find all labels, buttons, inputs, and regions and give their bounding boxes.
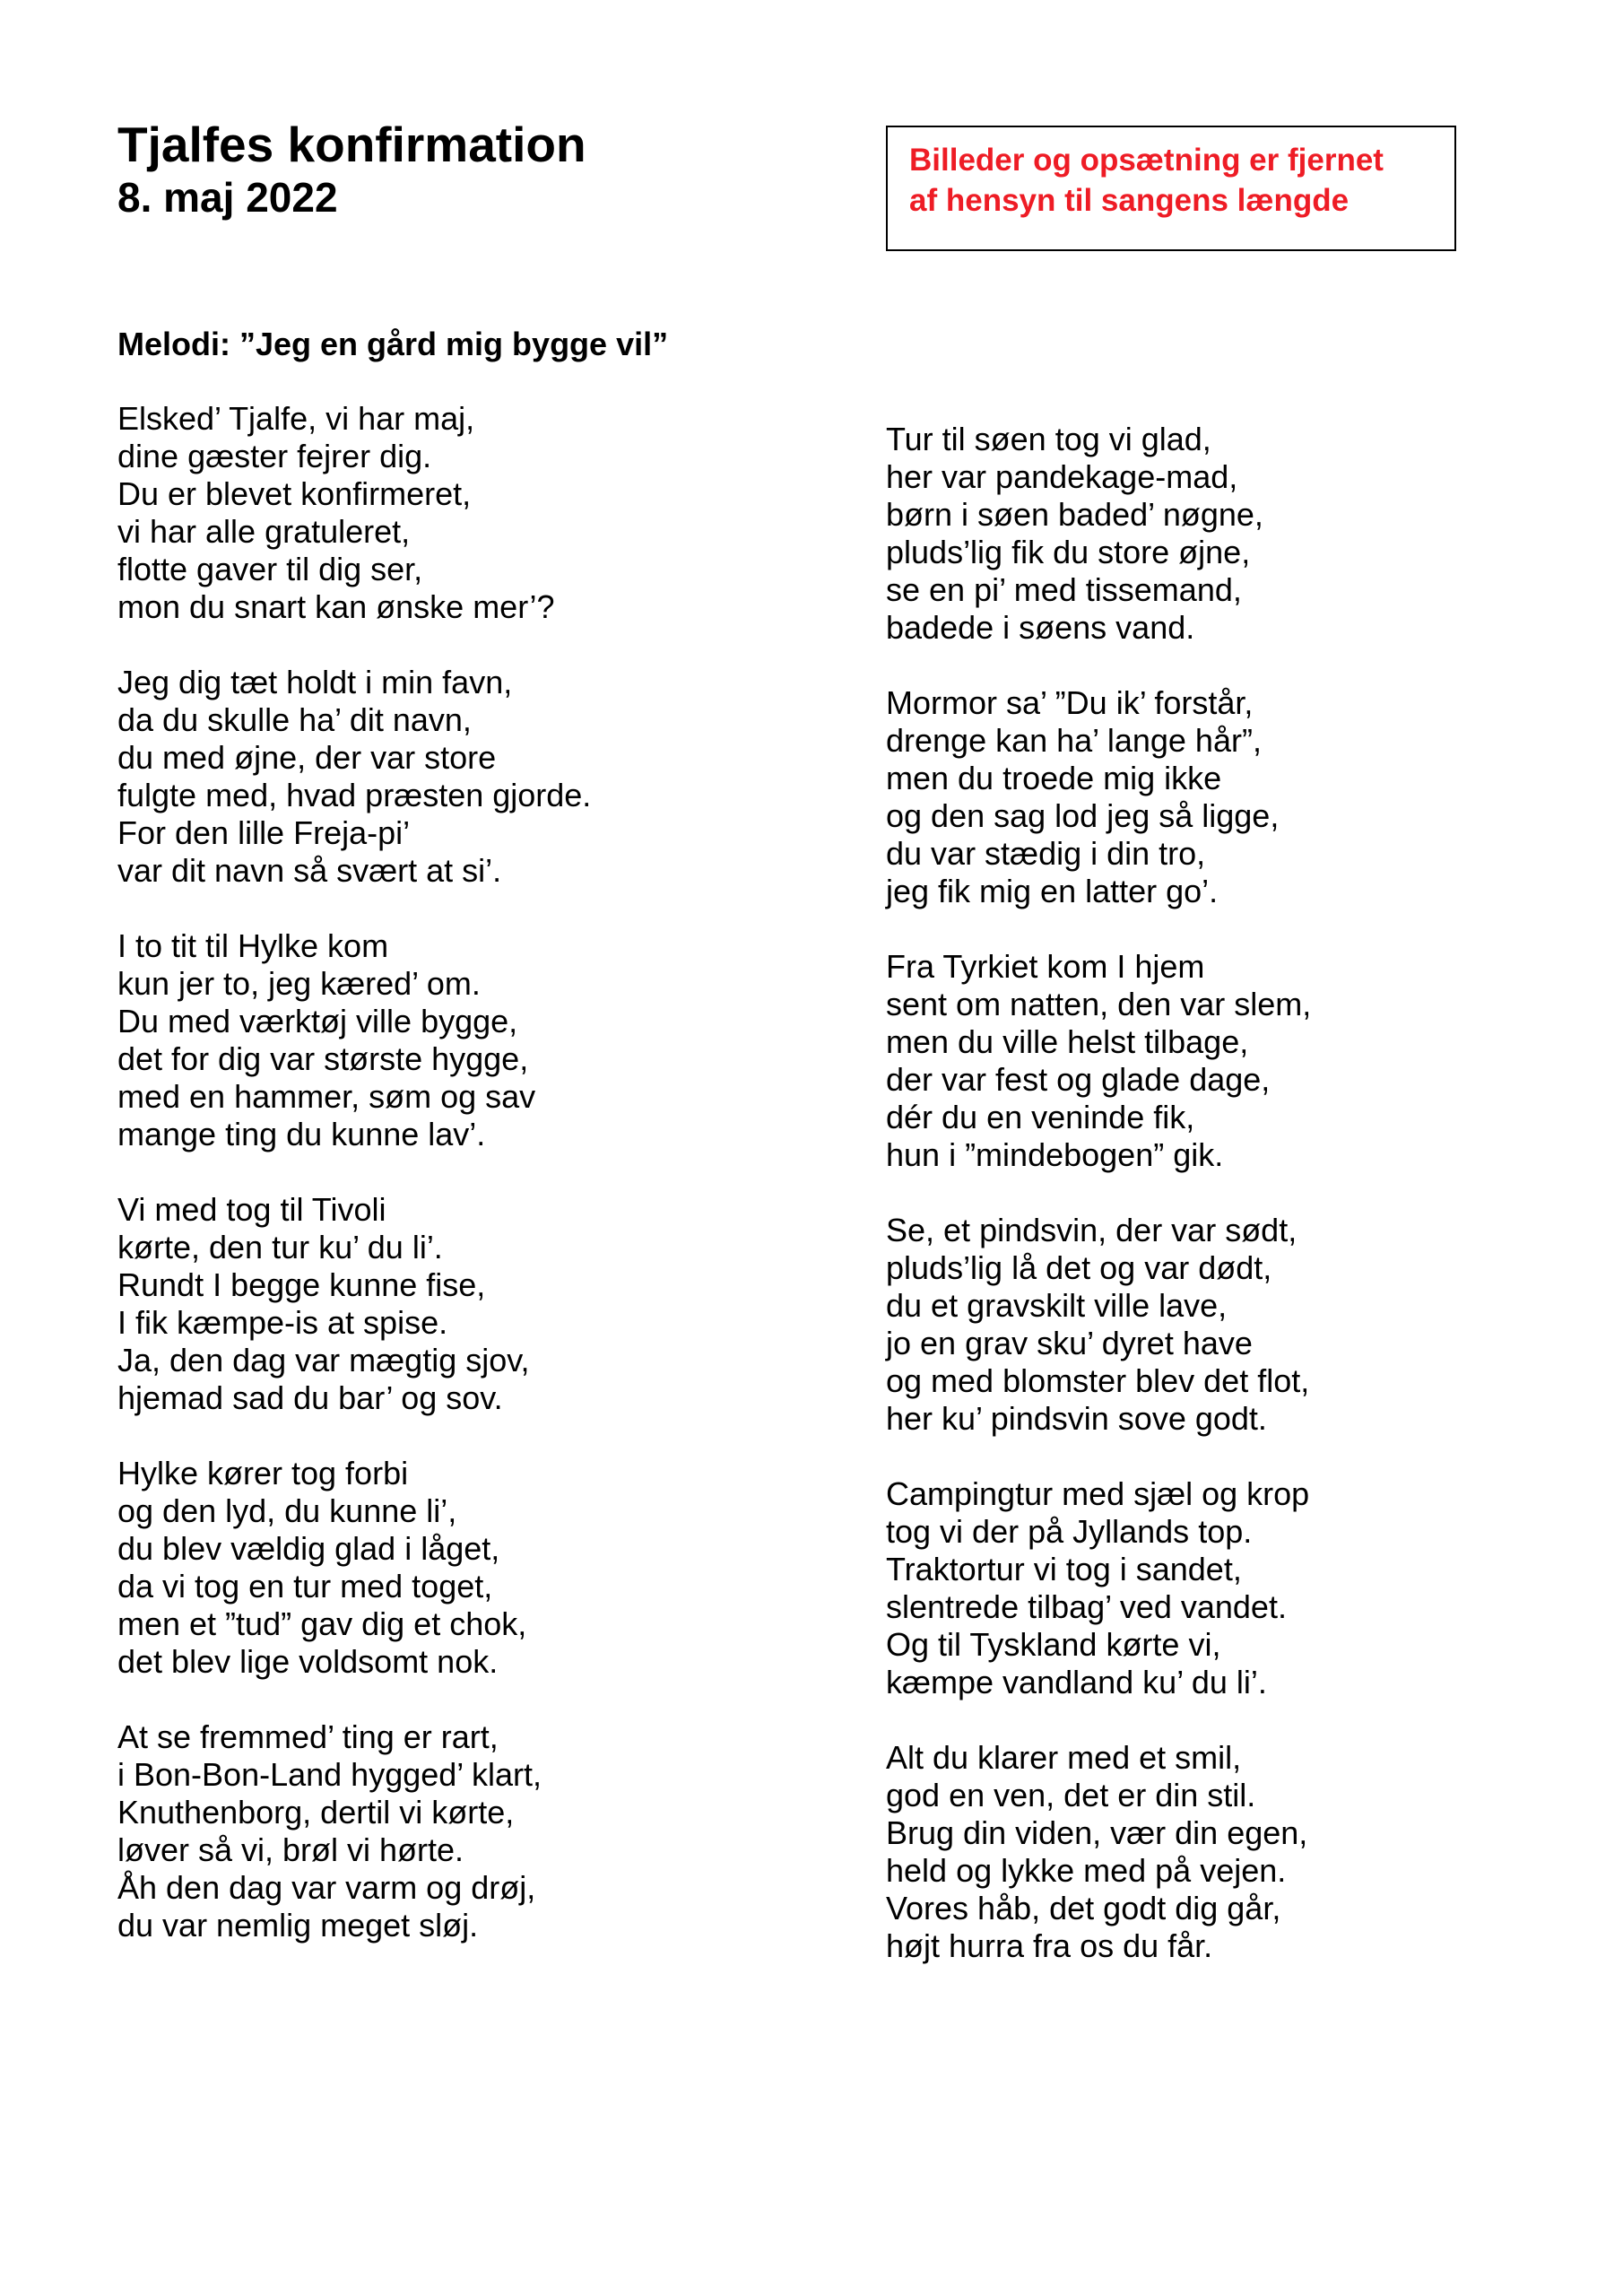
verse-line: badede i søens vand.: [886, 609, 1195, 646]
verse-line: I fik kæmpe-is at spise.: [117, 1304, 448, 1341]
right-stanza-1: [886, 421, 1603, 647]
verse-line: Ja, den dag var mægtig sjov,: [117, 1342, 530, 1378]
verse-line: Alt du klarer med et smil,: [886, 1739, 1242, 1776]
song-title: Tjalfes konfirmation: [117, 117, 586, 172]
verse-line: børn i søen baded’ nøgne,: [886, 496, 1263, 533]
left-column: [117, 400, 835, 1982]
notice-line-2: af hensyn til sangens længde: [909, 183, 1350, 218]
verse-line: var dit navn så svært at si’.: [117, 852, 502, 889]
verse-line: held og lykke med på vejen.: [886, 1852, 1287, 1889]
verse-line: dine gæster fejrer dig.: [117, 438, 432, 474]
verse-line: Hylke kører tog forbi: [117, 1455, 409, 1492]
verse-line: hjemad sad du bar’ og sov.: [117, 1379, 503, 1416]
right-stanza-5: [886, 1475, 1603, 1701]
verse-line: kun jer to, jeg kæred’ om.: [117, 965, 481, 1002]
verse-line: Åh den dag var varm og drøj,: [117, 1869, 536, 1906]
verse-line: sent om natten, den var slem,: [886, 986, 1312, 1022]
song-date: 8. maj 2022: [117, 174, 338, 221]
verse-line: At se fremmed’ ting er rart,: [117, 1718, 499, 1755]
verse-line: hun i ”mindebogen” gik.: [886, 1136, 1224, 1173]
verse-line: Vi med tog til Tivoli: [117, 1191, 386, 1228]
left-stanza-3: [117, 927, 835, 1153]
verse-line: Fra Tyrkiet kom I hjem: [886, 948, 1205, 985]
verse-line: du blev vældig glad i låget,: [117, 1530, 500, 1567]
verse-line: Mormor sa’ ”Du ik’ forstår,: [886, 684, 1254, 721]
verse-line: her ku’ pindsvin sove godt.: [886, 1400, 1267, 1437]
verse-line: da du skulle ha’ dit navn,: [117, 701, 472, 738]
verse-line: flotte gaver til dig ser,: [117, 551, 423, 587]
verse-line: Jeg dig tæt holdt i min favn,: [117, 664, 513, 700]
verse-line: fulgte med, hvad præsten gjorde.: [117, 777, 592, 813]
verse-line: mange ting du kunne lav’.: [117, 1116, 486, 1152]
verse-line: du et gravskilt ville lave,: [886, 1287, 1228, 1324]
verse-line: Traktortur vi tog i sandet,: [886, 1551, 1242, 1587]
verse-line: slentrede tilbag’ ved vandet.: [886, 1588, 1287, 1625]
verse-line: Se, et pindsvin, der var sødt,: [886, 1212, 1298, 1248]
verse-line: jo en grav sku’ dyret have: [886, 1325, 1253, 1361]
verse-line: Campingtur med sjæl og krop: [886, 1475, 1310, 1512]
verse-line: tog vi der på Jyllands top.: [886, 1513, 1253, 1550]
verse-line: Brug din viden, vær din egen,: [886, 1814, 1308, 1851]
verse-line: Du med værktøj ville bygge,: [117, 1003, 518, 1039]
verse-line: Og til Tyskland kørte vi,: [886, 1626, 1221, 1663]
verse-line: Vores håb, det godt dig går,: [886, 1890, 1281, 1926]
verse-line: men du troede mig ikke: [886, 760, 1222, 796]
verse-line: se en pi’ med tissemand,: [886, 571, 1242, 608]
verse-line: I to tit til Hylke kom: [117, 927, 389, 964]
left-stanza-4: [117, 1191, 835, 1417]
notice-line-1: Billeder og opsætning er fjernet: [909, 143, 1384, 178]
right-stanza-6: [886, 1739, 1603, 1965]
verse-line: kørte, den tur ku’ du li’.: [117, 1229, 443, 1265]
left-stanza-2: [117, 664, 835, 890]
verse-line: vi har alle gratuleret,: [117, 513, 411, 550]
verse-line: i Bon-Bon-Land hygged’ klart,: [117, 1756, 542, 1793]
verse-line: god en ven, det er din stil.: [886, 1777, 1256, 1813]
verse-line: med en hammer, søm og sav: [117, 1078, 536, 1115]
left-stanza-6: [117, 1718, 835, 1944]
left-stanza-1: [117, 400, 835, 626]
verse-line: du var stædig i din tro,: [886, 835, 1206, 872]
verse-line: kæmpe vandland ku’ du li’.: [886, 1664, 1267, 1700]
verse-line: det for dig var største hygge,: [117, 1040, 529, 1077]
right-stanza-2: [886, 684, 1603, 910]
verse-line: For den lille Freja-pi’: [117, 814, 411, 851]
left-stanza-5: [117, 1455, 835, 1681]
verse-line: pluds’lig lå det og var dødt,: [886, 1249, 1272, 1286]
verse-line: Elsked’ Tjalfe, vi har maj,: [117, 400, 475, 437]
verse-line: Tur til søen tog vi glad,: [886, 421, 1211, 457]
melody-label: Melodi: ”Jeg en gård mig bygge vil”: [117, 326, 669, 362]
verse-line: højt hurra fra os du får.: [886, 1927, 1213, 1964]
verse-line: Knuthenborg, dertil vi kørte,: [117, 1794, 515, 1831]
verse-line: men et ”tud” gav dig et chok,: [117, 1605, 527, 1642]
verse-line: Rundt I begge kunne fise,: [117, 1266, 486, 1303]
notice-box: [886, 126, 1456, 251]
verse-line: her var pandekage-mad,: [886, 458, 1238, 495]
verse-line: men du ville helst tilbage,: [886, 1023, 1249, 1060]
right-stanza-4: [886, 1212, 1603, 1438]
verse-line: pluds’lig fik du store øjne,: [886, 534, 1251, 570]
verse-line: du var nemlig meget sløj.: [117, 1907, 479, 1944]
verse-line: og den sag lod jeg så ligge,: [886, 797, 1280, 834]
verse-line: og med blomster blev det flot,: [886, 1362, 1310, 1399]
verse-line: du med øjne, der var store: [117, 739, 497, 776]
verse-line: det blev lige voldsomt nok.: [117, 1643, 499, 1680]
right-stanza-3: [886, 948, 1603, 1174]
verse-line: mon du snart kan ønske mer’?: [117, 588, 555, 625]
verse-line: da vi tog en tur med toget,: [117, 1568, 493, 1605]
right-column: [886, 421, 1603, 2003]
verse-line: jeg fik mig en latter go’.: [886, 873, 1219, 909]
verse-line: og den lyd, du kunne li’,: [117, 1492, 457, 1529]
verse-line: der var fest og glade dage,: [886, 1061, 1271, 1098]
verse-line: Du er blevet konfirmeret,: [117, 475, 472, 512]
verse-line: dér du en veninde fik,: [886, 1099, 1195, 1135]
verse-line: drenge kan ha’ lange hår”,: [886, 722, 1262, 759]
verse-line: løver så vi, brøl vi hørte.: [117, 1831, 464, 1868]
